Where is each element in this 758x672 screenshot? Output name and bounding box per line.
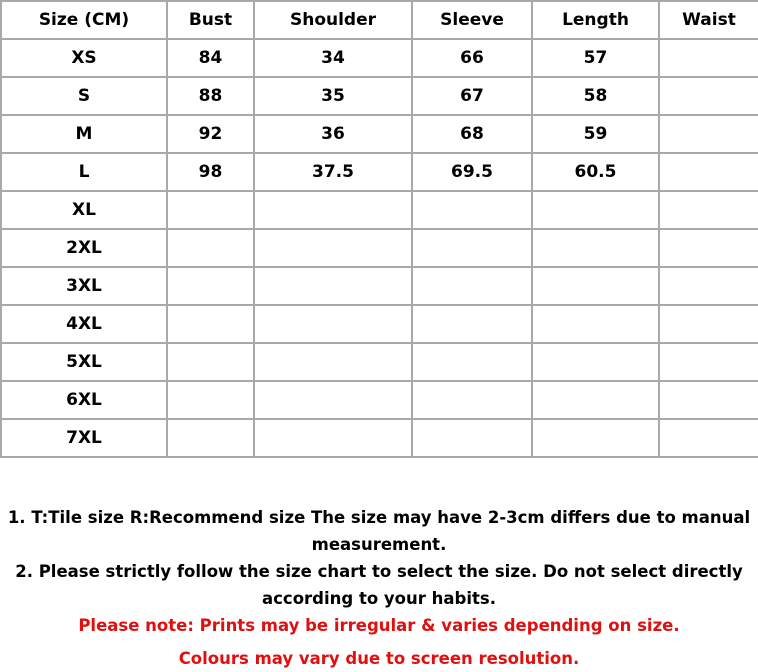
measurement-cell: 60.5 bbox=[532, 153, 659, 191]
measurement-cell bbox=[659, 381, 758, 419]
measurement-cell bbox=[659, 191, 758, 229]
measurement-cell bbox=[532, 191, 659, 229]
size-label-cell: 3XL bbox=[1, 267, 167, 305]
measurement-cell: 98 bbox=[167, 153, 254, 191]
size-label-cell: S bbox=[1, 77, 167, 115]
table-row bbox=[1, 267, 758, 305]
measurement-cell bbox=[532, 343, 659, 381]
measurement-cell bbox=[167, 305, 254, 343]
table-row bbox=[1, 419, 758, 457]
measurement-cell: 67 bbox=[412, 77, 532, 115]
header-length: Length bbox=[532, 1, 659, 39]
table-row bbox=[1, 39, 758, 77]
measurement-cell bbox=[659, 267, 758, 305]
warning-colours: Colours may vary due to screen resolution. bbox=[178, 649, 580, 668]
header-waist: Waist bbox=[659, 1, 758, 39]
measurement-cell: 88 bbox=[167, 77, 254, 115]
measurement-cell: 58 bbox=[532, 77, 659, 115]
measurement-cell bbox=[659, 77, 758, 115]
size-label-cell: 6XL bbox=[1, 381, 167, 419]
table-row bbox=[1, 381, 758, 419]
header-sleeve: Sleeve bbox=[412, 1, 532, 39]
measurement-cell: 68 bbox=[412, 115, 532, 153]
measurement-cell bbox=[254, 229, 412, 267]
measurement-cell: 35 bbox=[254, 77, 412, 115]
header-bust: Bust bbox=[167, 1, 254, 39]
measurement-cell: 37.5 bbox=[254, 153, 412, 191]
measurement-cell bbox=[412, 267, 532, 305]
measurement-cell: 69.5 bbox=[412, 153, 532, 191]
measurement-cell bbox=[167, 229, 254, 267]
measurement-cell bbox=[412, 381, 532, 419]
measurement-cell: 36 bbox=[254, 115, 412, 153]
size-label-cell: 7XL bbox=[1, 419, 167, 457]
measurement-cell bbox=[254, 267, 412, 305]
measurement-cell bbox=[659, 343, 758, 381]
measurement-cell bbox=[412, 229, 532, 267]
measurement-cell bbox=[659, 115, 758, 153]
table-header-row bbox=[1, 1, 758, 39]
measurement-cell: 92 bbox=[167, 115, 254, 153]
measurement-cell bbox=[659, 229, 758, 267]
measurement-cell bbox=[659, 39, 758, 77]
measurement-cell: 59 bbox=[532, 115, 659, 153]
table-row bbox=[1, 153, 758, 191]
measurement-cell bbox=[167, 191, 254, 229]
measurement-cell bbox=[167, 343, 254, 381]
size-notes bbox=[0, 504, 758, 672]
note-line-1: 1. T:Tile size R:Recommend size The size may have 2-3cm differs due to manual measurement. bbox=[7, 508, 751, 554]
warning-prints: Please note: Prints may be irregular & varies depending on size. bbox=[78, 616, 680, 635]
measurement-cell: 84 bbox=[167, 39, 254, 77]
header-shoulder: Shoulder bbox=[254, 1, 412, 39]
table-row bbox=[1, 229, 758, 267]
header-size: Size (CM) bbox=[1, 1, 167, 39]
size-label-cell: 5XL bbox=[1, 343, 167, 381]
size-label-cell: 4XL bbox=[1, 305, 167, 343]
table-row bbox=[1, 343, 758, 381]
measurement-cell bbox=[659, 419, 758, 457]
table-row bbox=[1, 305, 758, 343]
measurement-cell bbox=[412, 305, 532, 343]
measurement-cell: 34 bbox=[254, 39, 412, 77]
measurement-cell bbox=[167, 267, 254, 305]
measurement-cell bbox=[254, 191, 412, 229]
measurement-cell bbox=[254, 419, 412, 457]
table-body bbox=[1, 39, 758, 457]
measurement-cell: 57 bbox=[532, 39, 659, 77]
note-line-2: 2. Please strictly follow the size chart to select the size. Do not select directly according to your habits. bbox=[15, 562, 743, 608]
measurement-cell bbox=[532, 305, 659, 343]
measurement-cell: 66 bbox=[412, 39, 532, 77]
measurement-cell bbox=[532, 229, 659, 267]
measurement-cell bbox=[532, 267, 659, 305]
table-row bbox=[1, 115, 758, 153]
size-label-cell: 2XL bbox=[1, 229, 167, 267]
measurement-cell bbox=[254, 305, 412, 343]
measurement-cell bbox=[167, 419, 254, 457]
measurement-cell bbox=[532, 381, 659, 419]
measurement-cell bbox=[532, 419, 659, 457]
measurement-cell bbox=[254, 381, 412, 419]
table-row bbox=[1, 191, 758, 229]
table-row bbox=[1, 77, 758, 115]
measurement-cell bbox=[412, 419, 532, 457]
measurement-cell bbox=[254, 343, 412, 381]
measurement-cell bbox=[659, 153, 758, 191]
size-label-cell: M bbox=[1, 115, 167, 153]
size-label-cell: XL bbox=[1, 191, 167, 229]
measurement-cell bbox=[412, 343, 532, 381]
measurement-cell bbox=[659, 305, 758, 343]
size-label-cell: L bbox=[1, 153, 167, 191]
measurement-cell bbox=[412, 191, 532, 229]
size-label-cell: XS bbox=[1, 39, 167, 77]
measurement-cell bbox=[167, 381, 254, 419]
